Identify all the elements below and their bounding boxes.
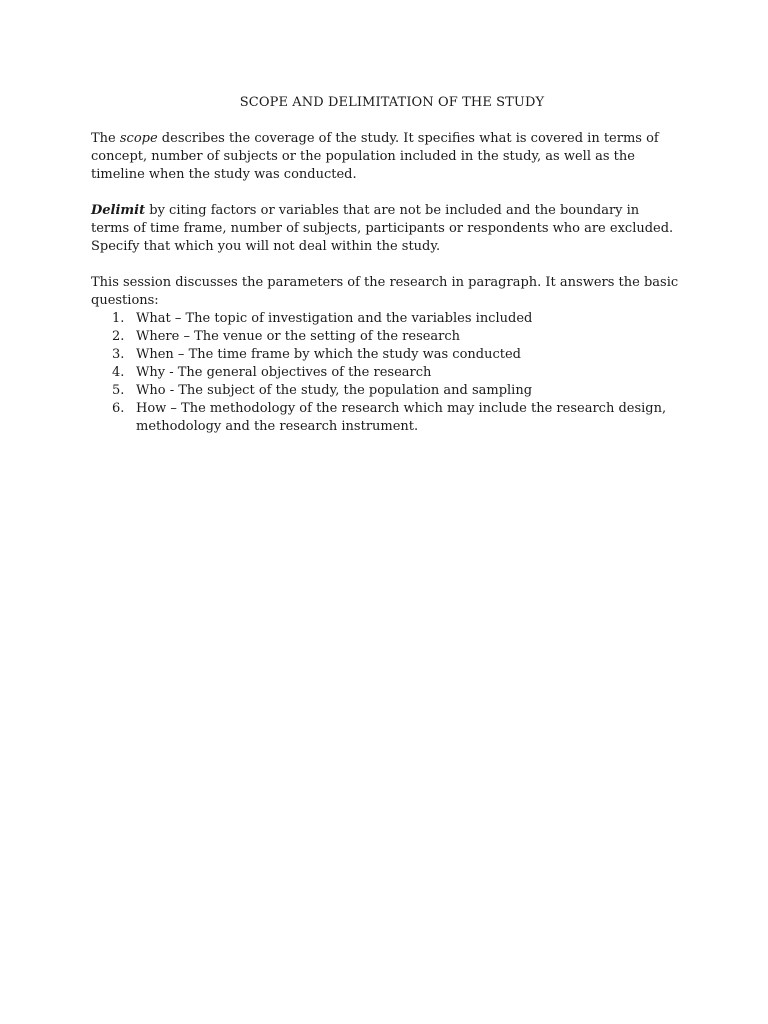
scope-paragraph [91, 130, 681, 184]
list-item-text: Who - The subject of the study, the population and sampling [136, 383, 533, 398]
scope-description: describes the coverage of the study. It specifies what is covered in terms of concept, number of subjects or the population included in the study, as well as the timeline when the study was conducted. [91, 131, 659, 182]
delimit-term: Delimit [91, 203, 146, 218]
delimit-paragraph [91, 202, 681, 256]
document-title: SCOPE AND DELIMITATION OF THE STUDY [239, 95, 545, 110]
list-item [91, 310, 681, 328]
document-body [91, 94, 681, 436]
scope-lead: The [91, 131, 120, 146]
list-item-number: 4. [112, 365, 125, 380]
list-item-number: 1. [112, 311, 125, 326]
list-item [91, 400, 681, 436]
list-item-text: Where – The venue or the setting of the research [136, 329, 461, 344]
list-item-number: 2. [112, 329, 125, 344]
scope-term: scope [119, 131, 158, 146]
list-item-number: 5. [112, 383, 125, 398]
list-item-text: When – The time frame by which the study was conducted [136, 347, 522, 362]
delimit-description: by citing factors or variables that are not be included and the boundary in terms of time frame, number of subjects, participants or respondents who are excluded. Specify that which you will not deal within the study. [91, 203, 674, 254]
list-item [91, 328, 681, 346]
list-item-text: Why - The general objectives of the research [136, 365, 432, 380]
session-paragraph: This session discusses the parameters of the research in paragraph. It answers the basic questions: [91, 275, 679, 308]
list-item [91, 382, 681, 400]
list-item [91, 364, 681, 382]
list-item-number: 3. [112, 347, 125, 362]
list-item [91, 346, 681, 364]
questions-list [91, 310, 681, 436]
list-item-text: How – The methodology of the research which may include the research design, methodology and the research instrument. [136, 401, 667, 434]
list-item-number: 6. [112, 401, 125, 416]
list-item-text: What – The topic of investigation and the variables included [136, 311, 533, 326]
